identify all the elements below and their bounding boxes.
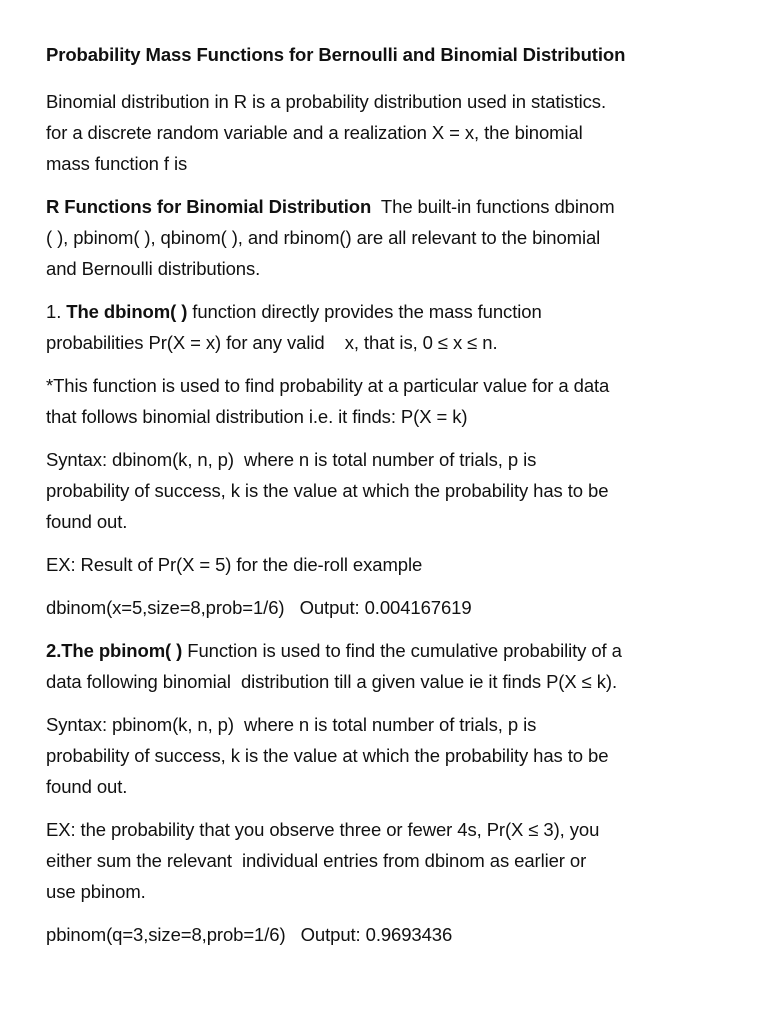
intro-line-1: Binomial distribution in R is a probability distribution used in statistics. xyxy=(46,91,606,112)
pbinom-line-2: data following binomial distribution till a given value ie it finds P(X ≤ k). xyxy=(46,671,617,692)
intro-line-2: for a discrete random variable and a realization X = x, the binomial xyxy=(46,122,583,143)
intro-line-3: mass function f is xyxy=(46,153,188,174)
pbinom-example-line-2: either sum the relevant individual entries from dbinom as earlier or xyxy=(46,850,587,871)
r-functions-line-3: and Bernoulli distributions. xyxy=(46,258,261,279)
pbinom-code: pbinom(q=3,size=8,prob=1/6) Output: 0.9693436 xyxy=(46,924,453,945)
dbinom-syntax-line-2: probability of success, k is the value at which the probability has to be xyxy=(46,480,609,501)
dbinom-note-paragraph xyxy=(46,370,736,432)
document-page xyxy=(46,40,736,962)
r-functions-heading: R Functions for Binomial Distribution xyxy=(46,196,372,217)
document-title: Probability Mass Functions for Bernoulli and Binomial Distribution xyxy=(46,44,626,65)
r-functions-paragraph xyxy=(46,191,736,284)
pbinom-example-line-1: EX: the probability that you observe three or fewer 4s, Pr(X ≤ 3), you xyxy=(46,819,600,840)
dbinom-syntax-line-1: Syntax: dbinom(k, n, p) where n is total number of trials, p is xyxy=(46,449,537,470)
pbinom-syntax-paragraph xyxy=(46,709,736,802)
pbinom-example-paragraph xyxy=(46,814,736,907)
dbinom-number: 1. xyxy=(46,301,67,322)
pbinom-syntax-line-2: probability of success, k is the value at which the probability has to be xyxy=(46,745,609,766)
dbinom-line-1-rest: function directly provides the mass function xyxy=(187,301,542,322)
dbinom-example: EX: Result of Pr(X = 5) for the die-roll example xyxy=(46,554,423,575)
dbinom-syntax-paragraph xyxy=(46,444,736,537)
pbinom-line-1 xyxy=(46,635,736,666)
dbinom-code-paragraph xyxy=(46,592,736,623)
dbinom-note-line-2: that follows binomial distribution i.e. it finds: P(X = k) xyxy=(46,406,468,427)
dbinom-heading: The dbinom( ) xyxy=(66,301,188,322)
dbinom-note-line-1: *This function is used to find probability at a particular value for a data xyxy=(46,375,610,396)
dbinom-line-2: probabilities Pr(X = x) for any valid x, that is, 0 ≤ x ≤ n. xyxy=(46,332,498,353)
dbinom-syntax-line-3: found out. xyxy=(46,511,128,532)
pbinom-syntax-line-1: Syntax: pbinom(k, n, p) where n is total number of trials, p is xyxy=(46,714,537,735)
dbinom-line-1 xyxy=(46,296,736,327)
pbinom-heading: 2.The pbinom( ) xyxy=(46,640,183,661)
pbinom-paragraph xyxy=(46,635,736,697)
pbinom-syntax-line-3: found out. xyxy=(46,776,128,797)
dbinom-paragraph xyxy=(46,296,736,358)
pbinom-code-paragraph xyxy=(46,919,736,950)
r-functions-line-1 xyxy=(46,191,736,222)
intro-paragraph xyxy=(46,86,736,179)
pbinom-line-1-rest: Function is used to find the cumulative probability of a xyxy=(182,640,622,661)
dbinom-example-paragraph xyxy=(46,549,736,580)
r-functions-line-2: ( ), pbinom( ), qbinom( ), and rbinom() are all relevant to the binomial xyxy=(46,227,601,248)
dbinom-code: dbinom(x=5,size=8,prob=1/6) Output: 0.004167619 xyxy=(46,597,472,618)
pbinom-example-line-3: use pbinom. xyxy=(46,881,146,902)
r-functions-line-1-rest: The built-in functions dbinom xyxy=(371,196,615,217)
